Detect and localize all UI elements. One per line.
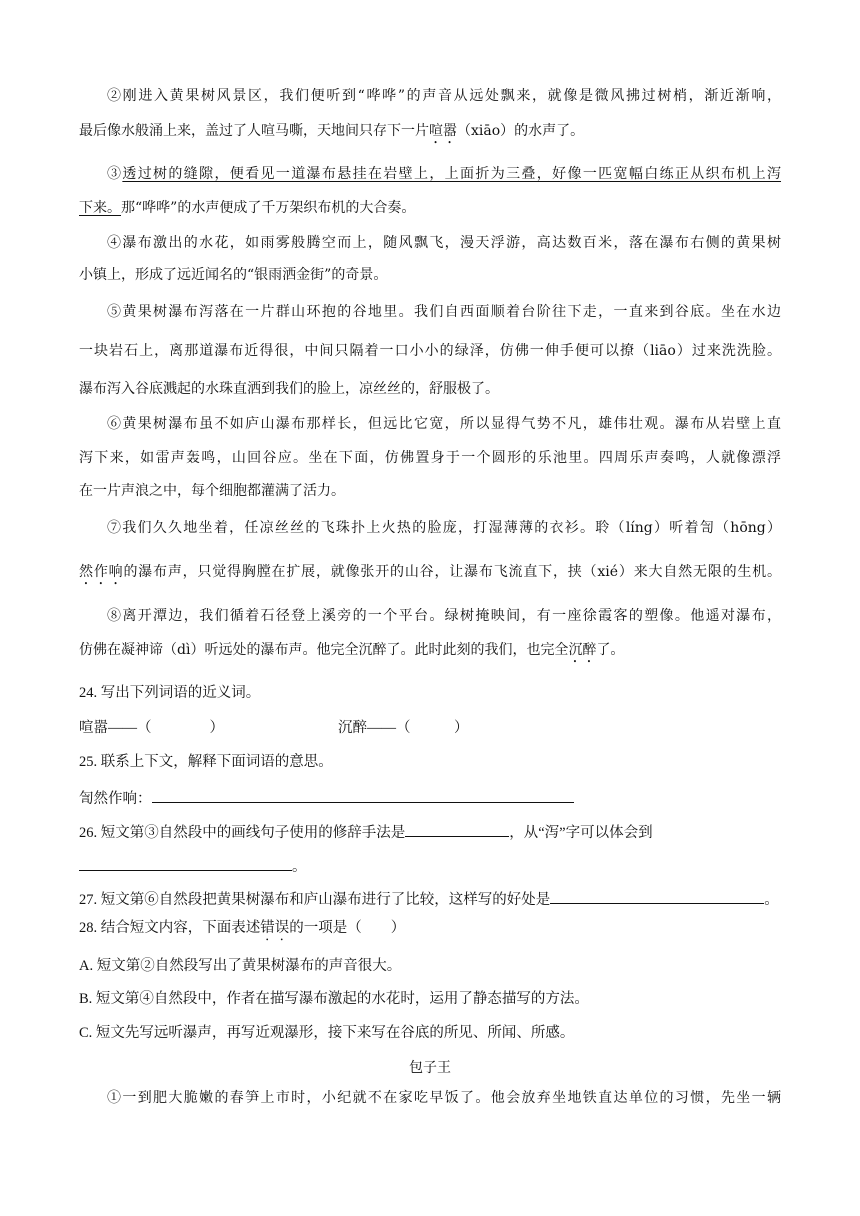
q28-dotted-word: 错误 (260, 920, 290, 936)
q25-line (79, 787, 574, 809)
q28-text-end: 的一项是（ ） (289, 920, 406, 936)
q26-text-2: ，从“泻”字可以体会到 (509, 825, 653, 841)
q24-answer-b: 沉醉——（ ） (338, 720, 469, 736)
p8-dotted-word: 沉醉 (568, 642, 597, 658)
q24-answer-a: 喧嚣——（ ） (79, 720, 224, 736)
p6-line-3: 在一片声浪之中，每个细胞都灌满了活力。 (79, 483, 345, 499)
q27-blank[interactable] (550, 888, 764, 904)
question-24: 24. 写出下列词语的近义词。 (79, 685, 261, 701)
p7-dotted-word: 作响 (93, 564, 124, 580)
p3-underlined-end: 下来。 (79, 200, 121, 216)
p8-line-1: ⑧离开潭边，我们循着石径登上溪旁的一个平台。绿树掩映间，有一座徐霞客的塑像。他遥对瀑布， (107, 608, 781, 624)
p2-line-2-end: （xiāo）的水声了。 (457, 123, 585, 139)
p7-line-2-text: 的瀑布声，只觉得胸膛在扩展，就像张开的山谷，让瀑布飞流直下，挟（xié）来大自然无限的生机。 (123, 564, 782, 580)
p3-line-2-text: 那“哗哗”的水声便成了千万架织布机的大合奏。 (121, 200, 416, 216)
p7-line-1: ⑦我们久久地坐着，任凉丝丝的飞珠扑上火热的脸庞，打湿薄薄的衣衫。聆（líng）听着訇（hōng） (107, 520, 781, 536)
p6-line-1: ⑥黄果树瀑布虽不如庐山瀑布那样长，但远比它宽，所以显得气势不凡，雄伟壮观。瀑布从岩壁上直 (107, 416, 781, 432)
q26-end: 。 (292, 859, 307, 875)
p4-line-2: 小镇上，形成了远近闻名的“银雨洒金街”的奇景。 (79, 267, 388, 283)
p3-line-2 (79, 198, 415, 218)
q27-end: 。 (764, 892, 779, 908)
q28-option-c: C. 短文先写远听瀑声，再写近观瀑形，接下来写在谷底的所见、所闻、所感。 (79, 1025, 575, 1041)
p2-line-1: ②刚进入黄果树风景区，我们便听到“哗哗”的声音从远处飘来，就像是微风拂过树梢，渐近渐响， (107, 88, 781, 104)
p2-line-2-text: 最后像水般涌上来，盖过了人喧马嘶，天地间只存下一片 (79, 123, 429, 139)
q28-option-a: A. 短文第②自然段写出了黄果树瀑布的声音很大。 (79, 958, 402, 974)
p8-line-2 (79, 640, 624, 666)
p3-line-1 (107, 164, 781, 184)
p7-line-2 (79, 562, 781, 588)
question-28 (79, 918, 405, 944)
question-26 (79, 821, 653, 843)
p2-line-2 (79, 121, 584, 147)
q27-text: 27. 短文第⑥自然段把黄果树瀑布和庐山瀑布进行了比较，这样写的好处是 (79, 892, 551, 908)
p8-line-2-text: 仿佛在凝神谛（dì）听远处的瀑布声。他完全沉醉了。此时此刻的我们，也完全 (79, 642, 569, 658)
story-line-1: ①一到肥大脆嫩的春笋上市时，小纪就不在家吃早饭了。他会放弃坐地铁直达单位的习惯，先坐一辆 (107, 1090, 781, 1106)
q26-blank-2[interactable] (79, 855, 292, 871)
p3-number: ③ (107, 166, 123, 182)
p6-line-2: 泻下来，如雷声轰鸣，山回谷应。坐在下面，仿佛置身于一个圆形的乐池里。四周乐声奏鸣，人就像漂浮 (79, 450, 781, 466)
p4-line-1: ④瀑布激出的水花，如雨雾般腾空而上，随风飘飞，漫天浮游，高达数百米，落在瀑布右侧的黄果树 (107, 235, 781, 251)
q25-answer-blank[interactable] (152, 787, 574, 803)
q26-text: 26. 短文第③自然段中的画线句子使用的修辞手法是 (79, 825, 406, 841)
story-title: 包子王 (409, 1060, 451, 1076)
question-25: 25. 联系上下文，解释下面词语的意思。 (79, 754, 333, 770)
p8-line-2-end: 了。 (596, 642, 625, 658)
q26-blank-1[interactable] (405, 821, 509, 837)
q28-text: 28. 结合短文内容，下面表述 (79, 920, 261, 936)
question-27 (79, 888, 779, 910)
q26-line-2 (79, 855, 307, 877)
p7-dotted-char: 然 (79, 564, 94, 580)
p5-line-2: 一块岩石上，离那道瀑布近得很，中间只隔着一口小小的绿泽，仿佛一伸手便可以撩（liāo）过来洗洗脸。 (79, 343, 781, 359)
p5-line-1: ⑤黄果树瀑布泻落在一片群山环抱的谷地里。我们自西面顺着台阶往下走，一直来到谷底。坐在水边 (107, 304, 781, 320)
p5-line-3: 瀑布泻入谷底溅起的水珠直洒到我们的脸上，凉丝丝的，舒服极了。 (79, 381, 499, 397)
q28-option-b: B. 短文第④自然段中，作者在描写瀑布激起的水花时，运用了静态描写的方法。 (79, 991, 589, 1007)
q25-label: 訇然作响： (79, 791, 152, 807)
p2-dotted-word: 喧嚣 (429, 123, 457, 139)
p3-underlined-sentence: 透过树的缝隙，便看见一道瀑布悬挂在岩壁上，上面折为三叠，好像一匹宽幅白练正从织布机上泻 (122, 166, 782, 182)
